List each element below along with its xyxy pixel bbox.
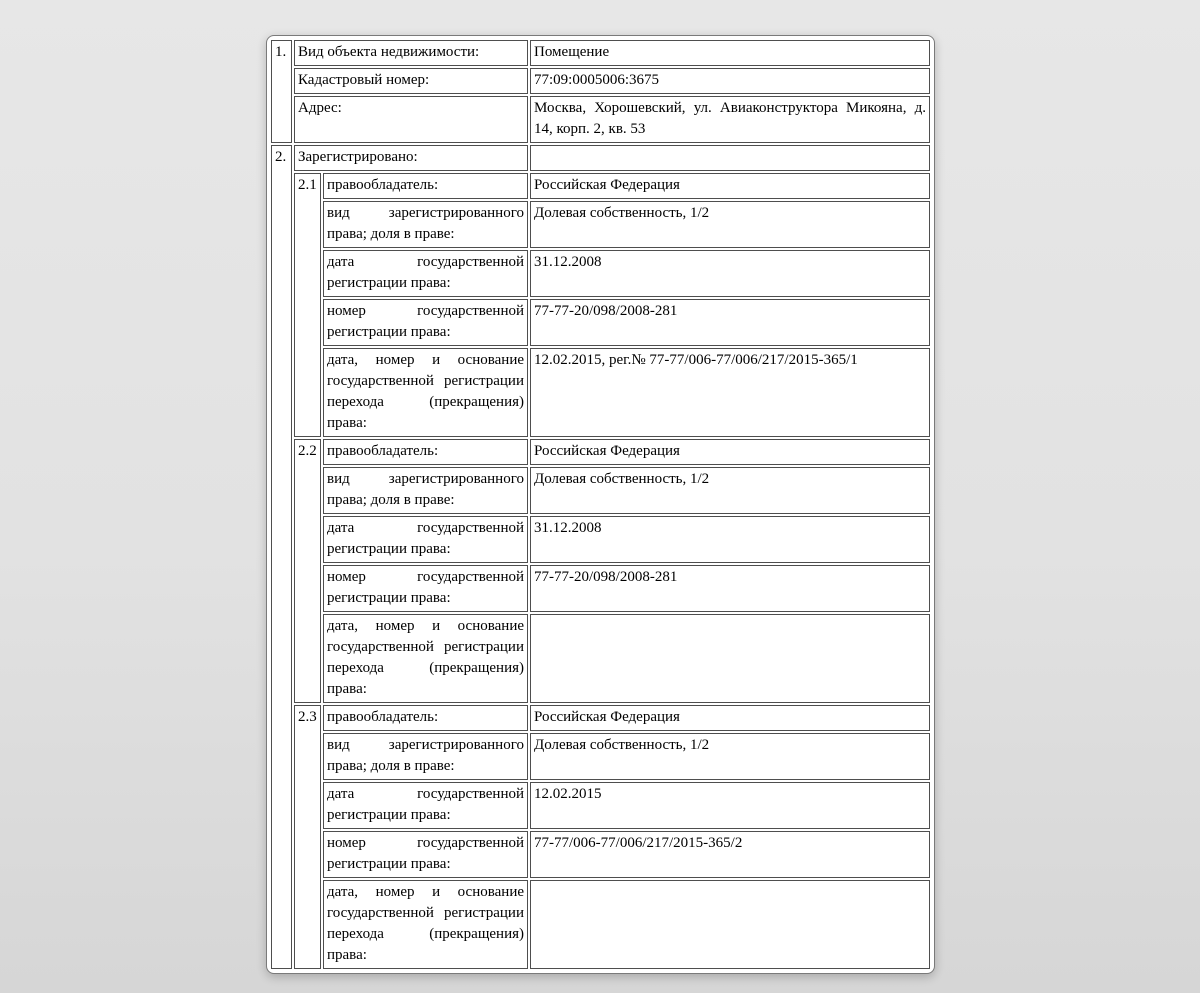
table-row	[271, 782, 930, 829]
subsection-number: 2.3	[294, 705, 321, 969]
field-value: Москва, Хорошевский, ул. Авиаконструктора Микояна, д. 14, корп. 2, кв. 53	[530, 96, 930, 143]
table-row	[271, 173, 930, 199]
table-row	[271, 201, 930, 248]
field-value: 77:09:0005006:3675	[530, 68, 930, 94]
field-value: Помещение	[530, 40, 930, 66]
field-value: 31.12.2008	[530, 516, 930, 563]
table-row	[271, 250, 930, 297]
table-row	[271, 565, 930, 612]
field-label: вид зарегистрированного права; доля в праве:	[323, 733, 528, 780]
field-label: дата, номер и основание государственной регистрации перехода (прекращения) права:	[323, 880, 528, 969]
field-value: 31.12.2008	[530, 250, 930, 297]
field-label: правообладатель:	[323, 439, 528, 465]
table-row	[271, 516, 930, 563]
table-row	[271, 439, 930, 465]
field-value: Российская Федерация	[530, 173, 930, 199]
document-page	[266, 35, 935, 974]
field-value: Российская Федерация	[530, 439, 930, 465]
field-label: дата, номер и основание государственной регистрации перехода (прекращения) права:	[323, 614, 528, 703]
table-row	[271, 68, 930, 94]
table-row	[271, 614, 930, 703]
field-value	[530, 880, 930, 969]
table-row	[271, 467, 930, 514]
field-label: номер государственной регистрации права:	[323, 565, 528, 612]
field-label: правообладатель:	[323, 173, 528, 199]
registry-table	[269, 38, 932, 971]
table-row	[271, 348, 930, 437]
field-label: вид зарегистрированного права; доля в праве:	[323, 467, 528, 514]
section-number: 1.	[271, 40, 292, 143]
field-label: Вид объекта недвижимости:	[294, 40, 528, 66]
subsection-number: 2.1	[294, 173, 321, 437]
section-title: Зарегистрировано:	[294, 145, 528, 171]
subsection-number: 2.2	[294, 439, 321, 703]
table-row	[271, 880, 930, 969]
field-label: дата, номер и основание государственной регистрации перехода (прекращения) права:	[323, 348, 528, 437]
field-label: номер государственной регистрации права:	[323, 831, 528, 878]
field-value	[530, 614, 930, 703]
field-value: 77-77-20/098/2008-281	[530, 565, 930, 612]
table-row	[271, 40, 930, 66]
table-row	[271, 299, 930, 346]
field-label: Кадастровый номер:	[294, 68, 528, 94]
field-label: правообладатель:	[323, 705, 528, 731]
field-label: Адрес:	[294, 96, 528, 143]
table-row	[271, 705, 930, 731]
field-value: 12.02.2015	[530, 782, 930, 829]
field-label: дата государственной регистрации права:	[323, 516, 528, 563]
field-value: Долевая собственность, 1/2	[530, 467, 930, 514]
field-value: Долевая собственность, 1/2	[530, 201, 930, 248]
table-row	[271, 831, 930, 878]
table-row	[271, 733, 930, 780]
field-label: номер государственной регистрации права:	[323, 299, 528, 346]
section-number: 2.	[271, 145, 292, 969]
field-label: дата государственной регистрации права:	[323, 782, 528, 829]
field-value: 77-77-20/098/2008-281	[530, 299, 930, 346]
field-value: 12.02.2015, рег.№ 77-77/006-77/006/217/2015-365/1	[530, 348, 930, 437]
field-label: дата государственной регистрации права:	[323, 250, 528, 297]
table-row	[271, 145, 930, 171]
field-value	[530, 145, 930, 171]
field-value: 77-77/006-77/006/217/2015-365/2	[530, 831, 930, 878]
field-value: Долевая собственность, 1/2	[530, 733, 930, 780]
field-value: Российская Федерация	[530, 705, 930, 731]
field-label: вид зарегистрированного права; доля в праве:	[323, 201, 528, 248]
table-row	[271, 96, 930, 143]
